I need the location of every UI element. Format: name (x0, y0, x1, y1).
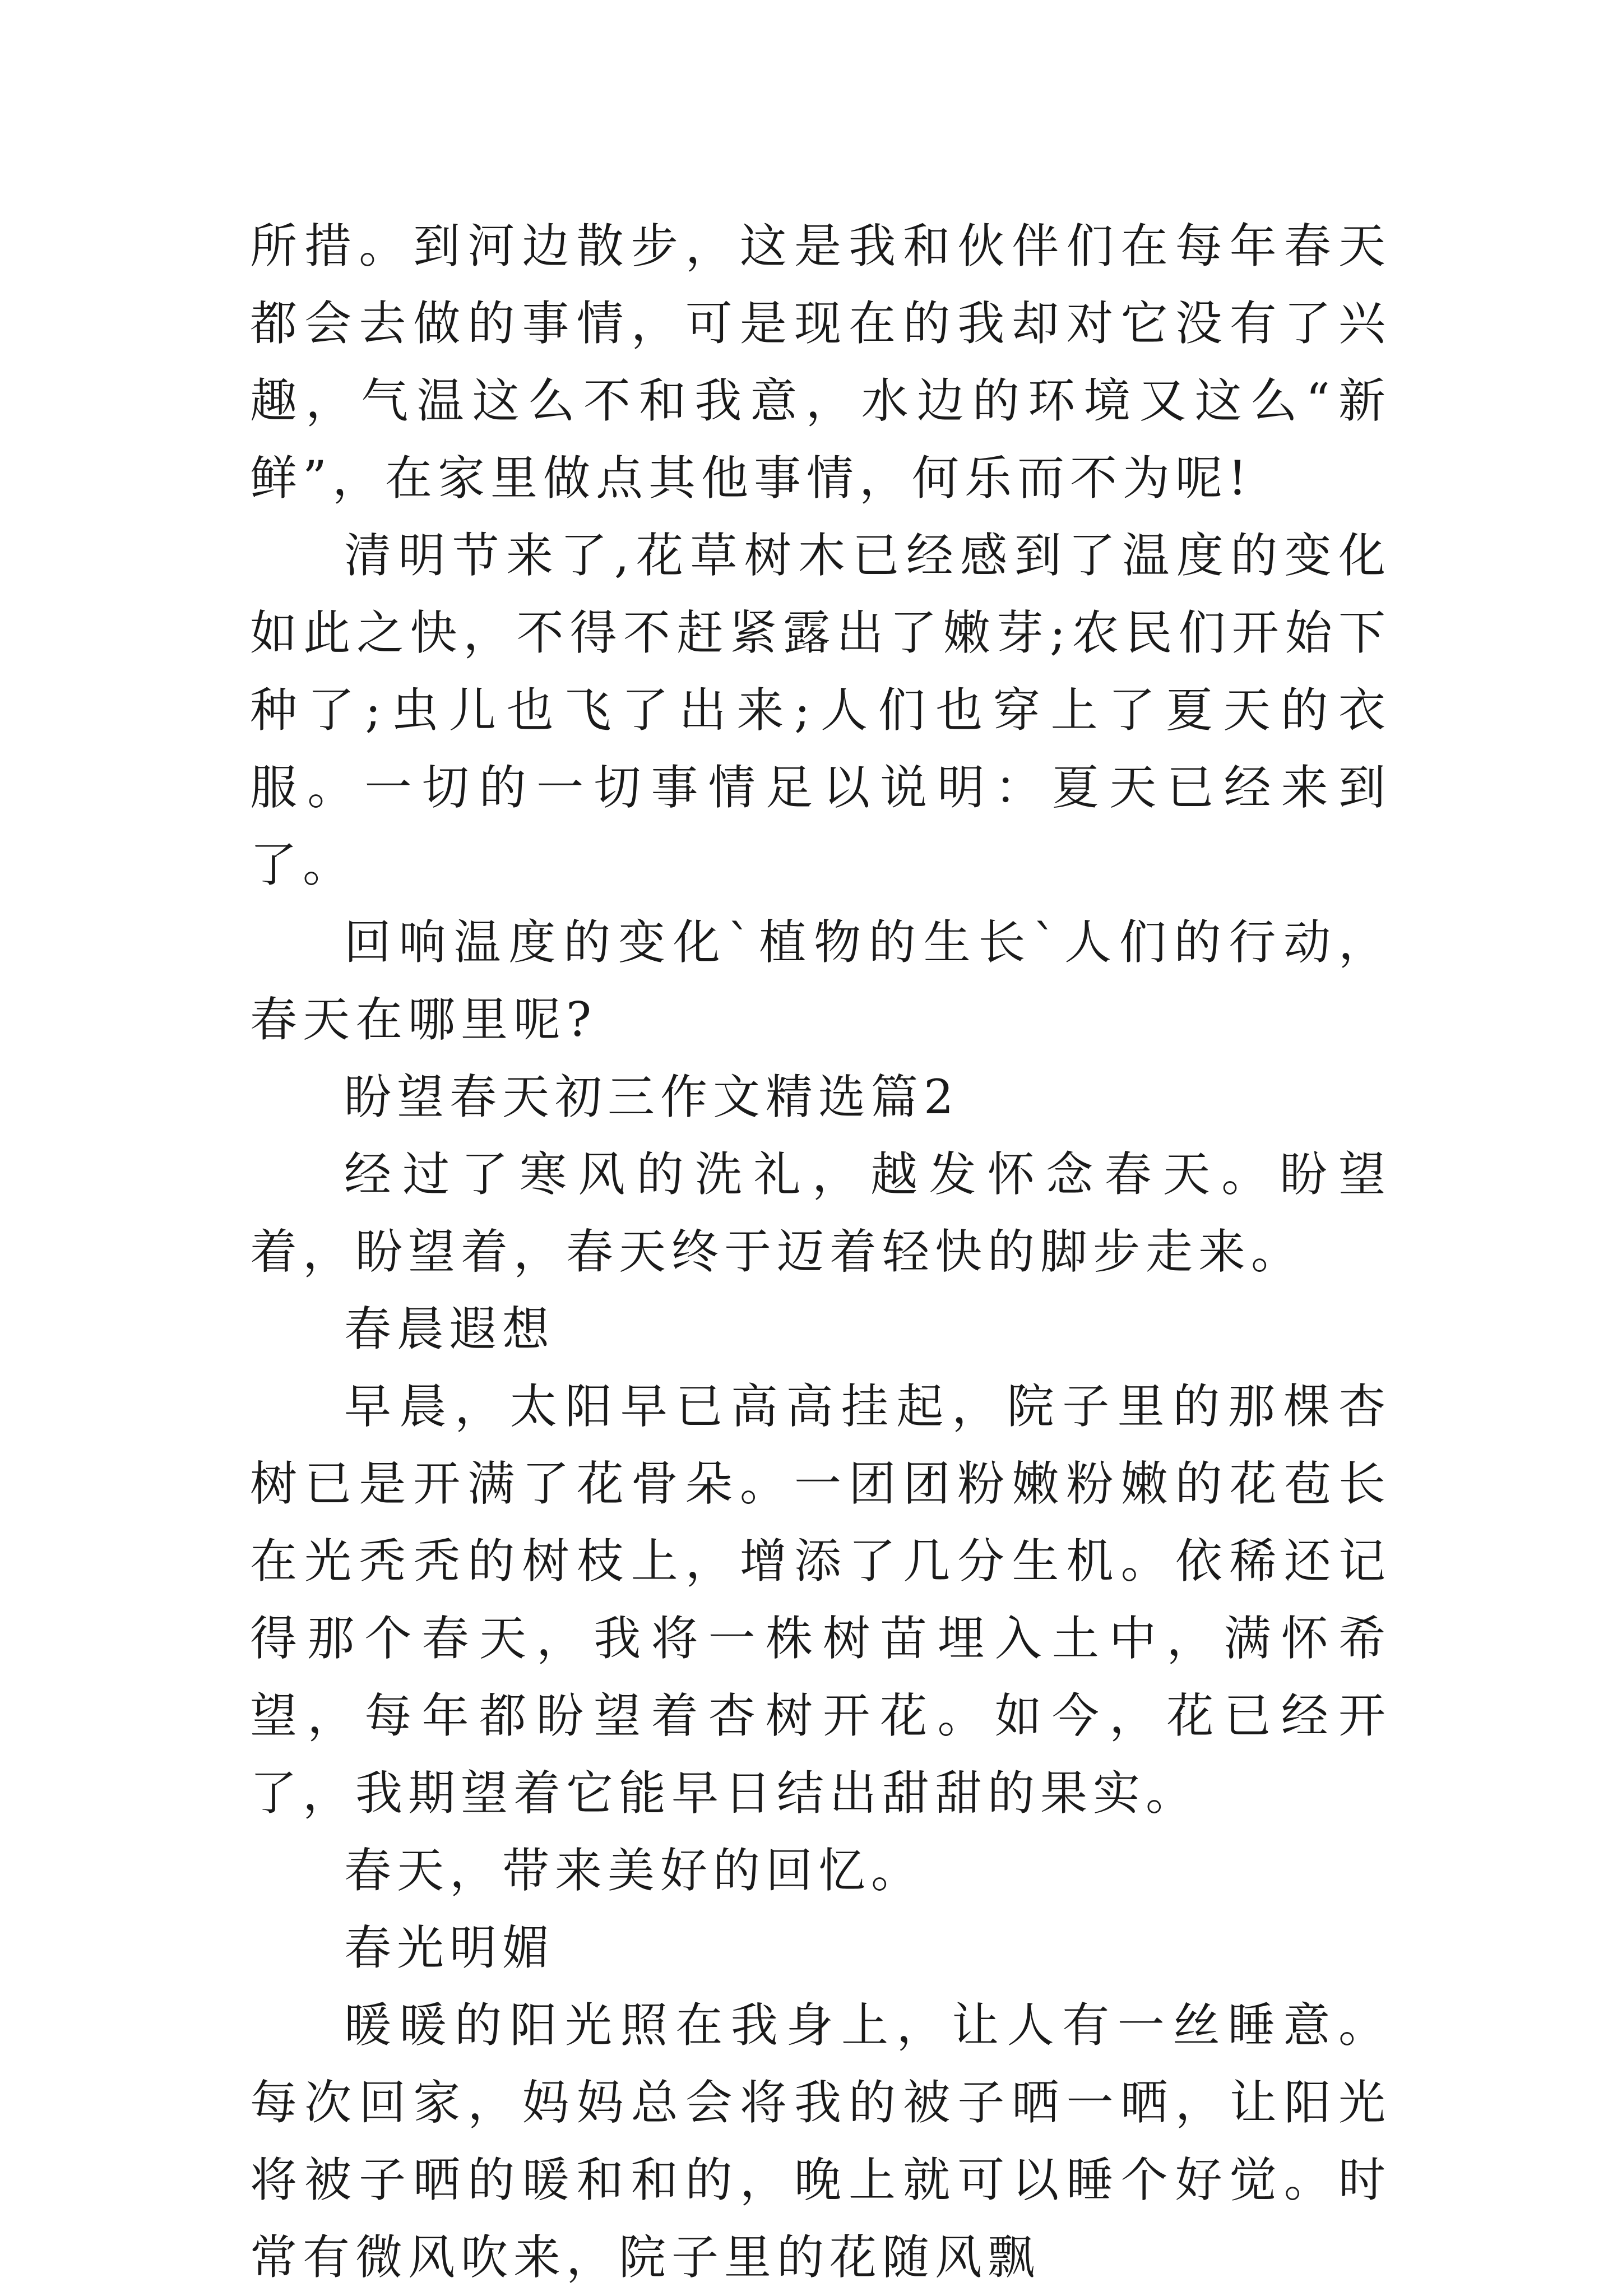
paragraph: 所措。到河边散步，这是我和伙伴们在每年春天都会去做的事情，可是现在的我却对它没有了兴趣，气温这么不和我意，水边的环境又这么“新鲜”，在家里做点其他事情，何乐而不为呢! (250, 219, 1391, 506)
subheading: 春光明媚 (344, 1920, 555, 1975)
paragraph: 早晨，太阳早已高高挂起，院子里的那棵杏树已是开满了花骨朵。一团团粉嫩粉嫩的花苞长在光秃秃的树枝上，增添了几分生机。依稀还记得那个春天，我将一株树苗埋入土中，满怀希望，每年都盼望着杏树开花。如今，花已经开了，我期望着它能早日结出甜甜的果实。 (250, 1379, 1391, 1821)
paragraph: 暖暖的阳光照在我身上，让人有一丝睡意。每次回家，妈妈总会将我的被子晒一晒，让阳光将被子晒的暖和和的，晚上就可以睡个好觉。时常有微风吹来，院子里的花随风飘 (250, 1998, 1391, 2285)
subheading: 春晨遐想 (344, 1302, 555, 1357)
paragraph: 回响温度的变化`植物的生长`人们的行动，春天在哪里呢? (250, 915, 1391, 1047)
paragraph: 经过了寒风的洗礼，越发怀念春天。盼望着，盼望着，春天终于迈着轻快的脚步走来。 (250, 1147, 1391, 1279)
document-body (250, 207, 1391, 2296)
paragraph: 清明节来了,花草树木已经感到了温度的变化如此之快，不得不赶紧露出了嫩芽;农民们开始下种了;虫儿也飞了出来;人们也穿上了夏天的衣服。一切的一切事情足以说明：夏天已经来到了。 (250, 528, 1391, 892)
paragraph: 春天，带来美好的回忆。 (344, 1843, 924, 1898)
section-heading: 盼望春天初三作文精选篇2 (344, 1070, 960, 1124)
